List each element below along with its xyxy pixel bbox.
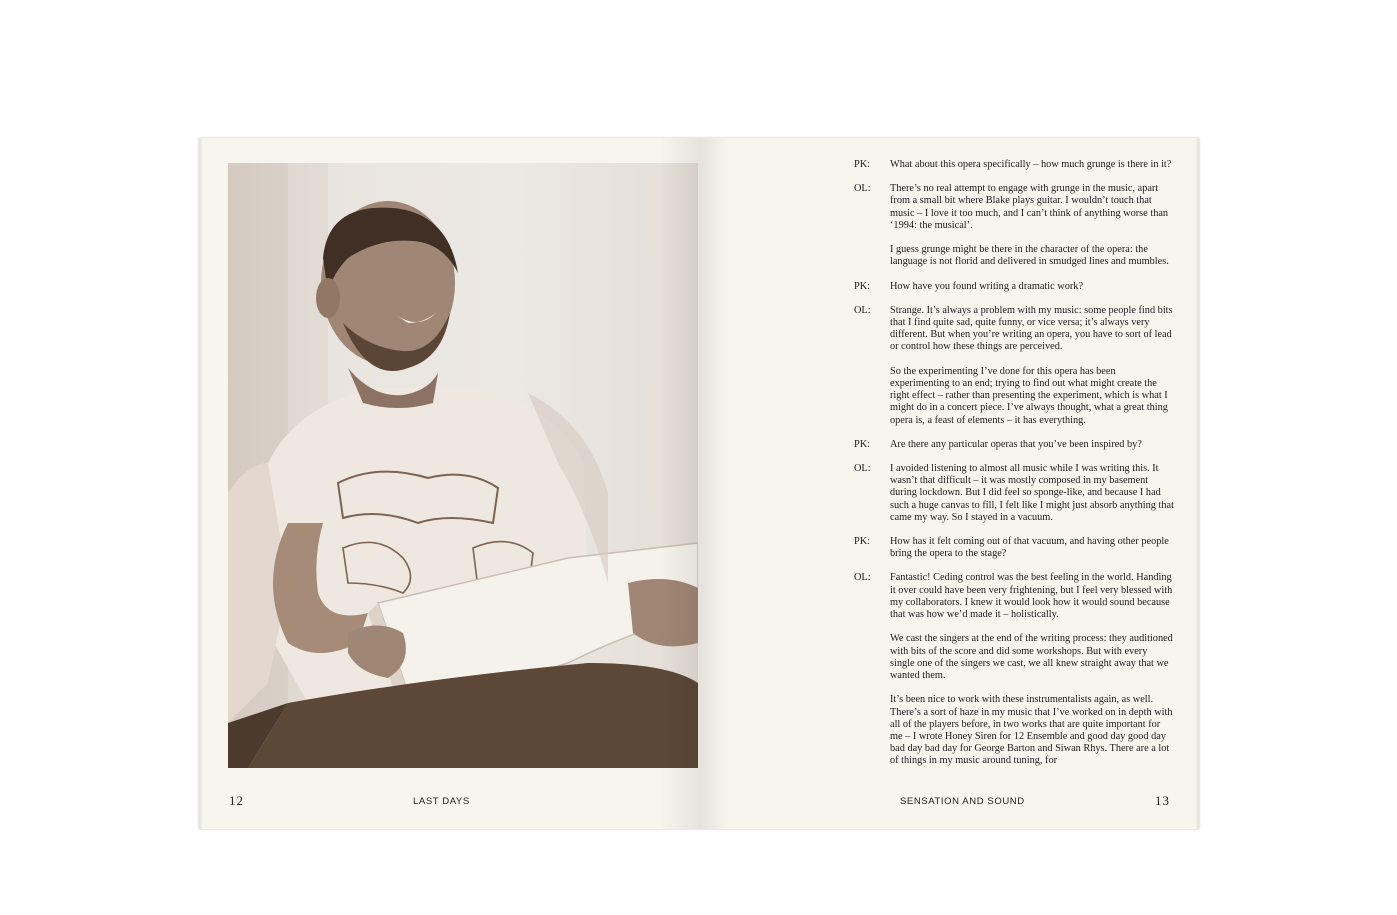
speaker-label: OL: — [854, 304, 871, 316]
paragraph: How has it felt coming out of that vacuum, and having other people bring the opera to the stage? — [890, 536, 1169, 560]
paragraph: I avoided listening to almost all music while I was writing this. It wasn’t that difficult – it was mostly composed in my basement during lockdown. But I did feel so sponge-like, and because I had such a huge canvas to fill, I felt like I might just absorb anything that came my way. So I stayed in a vacuum. — [890, 463, 1174, 523]
speaker-label: OL: — [854, 463, 871, 475]
paragraph: So the experimenting I’ve done for this opera has been experimenting to an end; trying to find out what might create the right effect – rather than presenting the experiment, which is what I might do in a concert piece. I’ve always thought, what a great thing opera is, a feast of elements – it has everything. — [890, 365, 1168, 426]
paragraph: Are there any particular operas that you’ve been inspired by? — [890, 438, 1142, 450]
speaker-label: OL: — [854, 183, 871, 195]
speaker-label: PK: — [854, 280, 871, 292]
left-running-head: LAST DAYS — [413, 796, 470, 807]
right-folio: 13 — [1155, 793, 1170, 808]
paragraph: There’s no real attempt to engage with grunge in the music, apart from a small bit where Blake plays guitar. I wouldn’t touch that music – I love it too much, and I can’t think of anything worse than ‘1994: the musical’. — [890, 183, 1169, 231]
qa-entry — [854, 463, 1174, 524]
left-page — [199, 138, 699, 829]
portrait-photo — [228, 163, 698, 768]
paragraph: Fantastic! Ceding control was the best feeling in the world. Handing it over could have been very frightening, but I feel very blessed with my collaborators. I knew it would look how it would sound because that was how we’d made it – holistically. — [890, 572, 1173, 621]
interview-text — [854, 159, 1174, 780]
qa-entry — [854, 439, 1174, 451]
speaker-label: PK: — [854, 536, 871, 548]
qa-entry — [854, 536, 1174, 560]
qa-entry — [854, 305, 1174, 427]
qa-entry — [854, 572, 1174, 767]
speaker-label: PK: — [854, 159, 871, 170]
qa-entry — [854, 281, 1174, 293]
man-laughing-reading-score-icon — [228, 163, 698, 768]
paragraph: We cast the singers at the end of the writing process: they auditioned with bits of the score and did some workshops. But with every single one of the singers we cast, we all knew straight away that we wanted them. — [890, 633, 1173, 682]
right-page — [699, 138, 1199, 829]
book-spread — [199, 138, 1199, 829]
speaker-label: OL: — [854, 572, 871, 584]
paragraph: Strange. It’s always a problem with my music: some people find bits that I find quite sad, quite funny, or vice versa; it’s always very different. But when you’re writing an opera, you have to sort of lead or control how these things are perceived. — [890, 304, 1173, 353]
left-folio: 12 — [229, 793, 244, 808]
paragraph: It’s been nice to work with these instrumentalists again, as well. There’s a sort of haze in my music that I’ve worked on in depth with all of the players before, in two works that are quite important for me – I wrote Honey Siren for 12 Ensemble and good day good day bad day bad day for George Barton and Siwan Rhys. There are a lot of things in my music around tuning, for — [890, 694, 1173, 767]
paragraph: What about this opera specifically – how much grunge is there in it? — [890, 159, 1172, 170]
paragraph: How have you found writing a dramatic work? — [890, 280, 1084, 292]
right-running-head: SENSATION AND SOUND — [900, 796, 1025, 807]
qa-entry — [854, 159, 1174, 171]
paragraph: I guess grunge might be there in the character of the opera: the language is not florid and delivered in smudged lines and mumbles. — [890, 244, 1169, 268]
qa-entry — [854, 183, 1174, 268]
speaker-label: PK: — [854, 438, 871, 450]
